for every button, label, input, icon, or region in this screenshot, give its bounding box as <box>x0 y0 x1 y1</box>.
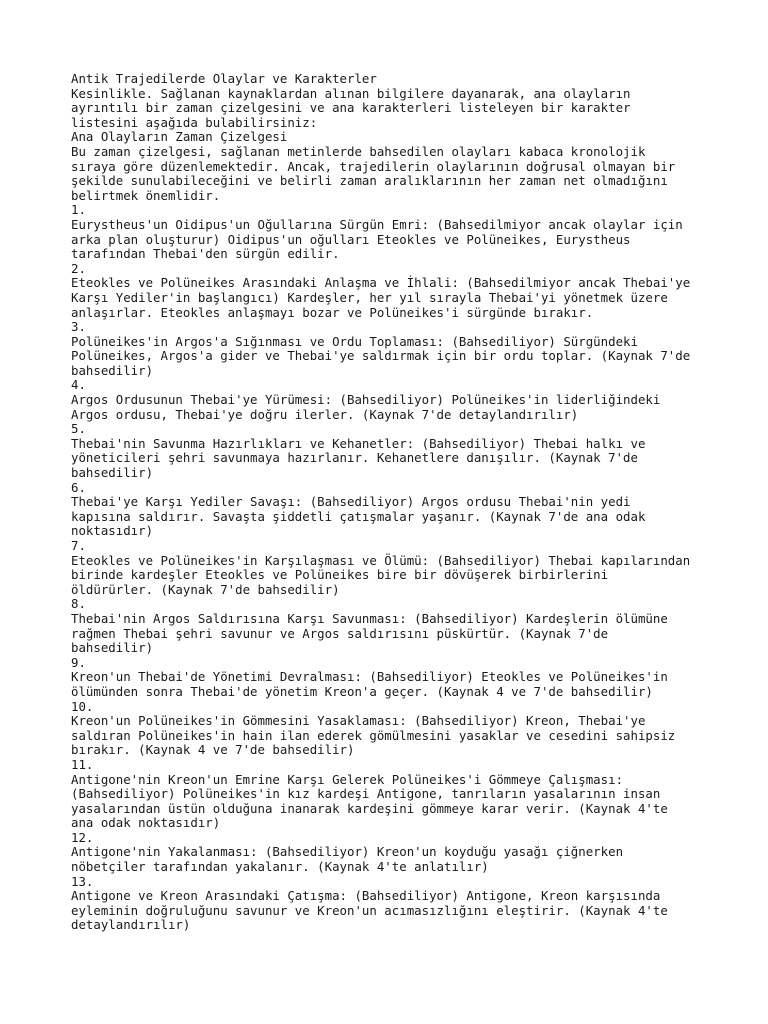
document-line: Antigone'nin Kreon'un Emrine Karşı Gelerek Polüneikes'i Gömmeye Çalışması: <box>71 771 624 787</box>
document-line: Thebai'nin Argos Saldırısına Karşı Savunması: (Bahsediliyor) Kardeşlerin ölümüne <box>71 610 668 626</box>
document-line: 2. <box>71 260 86 276</box>
document-line: Polüneikes'in Argos'a Sığınması ve Ordu Toplaması: (Bahsediliyor) Sürgündeki <box>71 333 638 349</box>
document-line: tarafından Thebai'den sürgün edilir. <box>71 246 340 262</box>
document-line: Eteokles ve Polüneikes Arasındaki Anlaşma ve İhlali: (Bahsedilmiyor ancak Thebai'ye <box>71 275 691 291</box>
document-line: Polüneikes, Argos'a gider ve Thebai'ye saldırmak için bir ordu toplar. (Kaynak 7'de <box>71 348 691 364</box>
document-line: (Bahsediliyor) Polüneikes'in kız kardeşi Antigone, tanrıların yasalarının insan <box>71 786 661 802</box>
document-body <box>71 87 711 933</box>
document-line: 12. <box>71 829 94 845</box>
document-line: bahsedilir) <box>71 465 154 481</box>
document-line: öldürürler. (Kaynak 7'de bahsedilir) <box>71 581 340 597</box>
document-line: Ana Olayların Zaman Çizelgesi <box>71 129 288 145</box>
document-line: Eteokles ve Polüneikes'in Karşılaşması ve Ölümü: (Bahsediliyor) Thebai kapılarından <box>71 552 691 568</box>
document-line: yöneticileri şehri savunmaya hazırlanır. Kehanetlere danışılır. (Kaynak 7'de <box>71 450 638 466</box>
document-line: belirtmek önemlidir. <box>71 187 221 203</box>
document-line: nöbetçiler tarafından yakalanır. (Kaynak 4'te anlatılır) <box>71 859 489 875</box>
document-title: Antik Trajedilerde Olaylar ve Karakterler <box>71 71 377 86</box>
document-line: Eurystheus'un Oidipus'un Oğullarına Sürgün Emri: (Bahsedilmiyor ancak olaylar için <box>71 216 683 232</box>
document-line: Argos Ordusunun Thebai'ye Yürümesi: (Bahsediliyor) Polüneikes'in liderliğindeki <box>71 392 661 408</box>
document-line: 9. <box>71 654 86 670</box>
document-line: 6. <box>71 479 86 495</box>
document-line: Karşı Yediler'in başlangıcı) Kardeşler, her yıl sırayla Thebai'yi yönetmek üzere <box>71 289 668 305</box>
document-line: 11. <box>71 756 94 772</box>
document-line: 13. <box>71 873 94 889</box>
document-line: ölümünden sonra Thebai'de yönetim Kreon'a geçer. (Kaynak 4 ve 7'de bahsedilir) <box>71 683 653 699</box>
document-line: Antigone ve Kreon Arasındaki Çatışma: (Bahsediliyor) Antigone, Kreon karşısında <box>71 888 661 904</box>
document-line: birinde kardeşler Eteokles ve Polüneikes bire bir dövüşerek birbirlerini <box>71 567 609 583</box>
document-line: 10. <box>71 698 94 714</box>
document-line: şekilde sunulabileceğini ve belirli zaman aralıklarının her zaman net olmadığını <box>71 173 668 189</box>
document-line: 5. <box>71 421 86 437</box>
document-page <box>71 72 711 933</box>
document-line: saldıran Polüneikes'in hain ilan ederek gömülmesini yasaklar ve cesedini sahipsiz <box>71 727 676 743</box>
document-line: ayrıntılı bir zaman çizelgesini ve ana karakterleri listeleyen bir karakter <box>71 100 631 116</box>
document-line: ana odak noktasıdır) <box>71 815 221 831</box>
document-line: 4. <box>71 377 86 393</box>
document-line: Kesinlikle. Sağlanan kaynaklardan alınan bilgilere dayanarak, ana olayların <box>71 85 631 101</box>
document-line: Antigone'nin Yakalanması: (Bahsediliyor) Kreon'un koyduğu yasağı çiğnerken <box>71 844 624 860</box>
document-line: detaylandırılır) <box>71 917 191 933</box>
document-line: yasalarından üstün olduğuna inanarak kardeşini gömmeye karar verir. (Kaynak 4'te <box>71 800 668 816</box>
document-line: Kreon'un Thebai'de Yönetimi Devralması: (Bahsediliyor) Eteokles ve Polüneikes'in <box>71 669 668 685</box>
document-line: arka plan oluşturur) Oidipus'un oğulları Eteokles ve Polüneikes, Eurystheus <box>71 231 631 247</box>
document-line: rağmen Thebai şehri savunur ve Argos saldırısını püskürtür. (Kaynak 7'de <box>71 625 609 641</box>
document-line: bahsedilir) <box>71 640 154 656</box>
document-line: anlaşırlar. Eteokles anlaşmayı bozar ve Polüneikes'i sürgünde bırakır. <box>71 304 594 320</box>
document-line: Kreon'un Polüneikes'in Gömmesini Yasaklaması: (Bahsediliyor) Kreon, Thebai'ye <box>71 713 646 729</box>
document-line: 8. <box>71 596 86 612</box>
document-line: 1. <box>71 202 86 218</box>
document-line: bırakır. (Kaynak 4 ve 7'de bahsedilir) <box>71 742 355 758</box>
document-line: Thebai'nin Savunma Hazırlıkları ve Kehanetler: (Bahsediliyor) Thebai halkı ve <box>71 435 646 451</box>
document-line: noktasıdır) <box>71 523 154 539</box>
document-line: 3. <box>71 319 86 335</box>
document-line: listesini aşağıda bulabilirsiniz: <box>71 114 318 130</box>
document-line: kapısına saldırır. Savaşta şiddetli çatışmalar yaşanır. (Kaynak 7'de ana odak <box>71 508 646 524</box>
document-line: Thebai'ye Karşı Yediler Savaşı: (Bahsediliyor) Argos ordusu Thebai'nin yedi <box>71 494 631 510</box>
document-line: Argos ordusu, Thebai'ye doğru ilerler. (Kaynak 7'de detaylandırılır) <box>71 406 579 422</box>
document-line: eyleminin doğruluğunu savunur ve Kreon'un acımasızlığını eleştirir. (Kaynak 4'te <box>71 902 668 918</box>
document-line: Bu zaman çizelgesi, sağlanan metinlerde bahsedilen olayları kabaca kronolojik <box>71 143 646 159</box>
document-line: 7. <box>71 538 86 553</box>
document-line: bahsedilir) <box>71 362 154 378</box>
document-line: sıraya göre düzenlemektedir. Ancak, trajedilerin olaylarının doğrusal olmayan bir <box>71 158 676 174</box>
